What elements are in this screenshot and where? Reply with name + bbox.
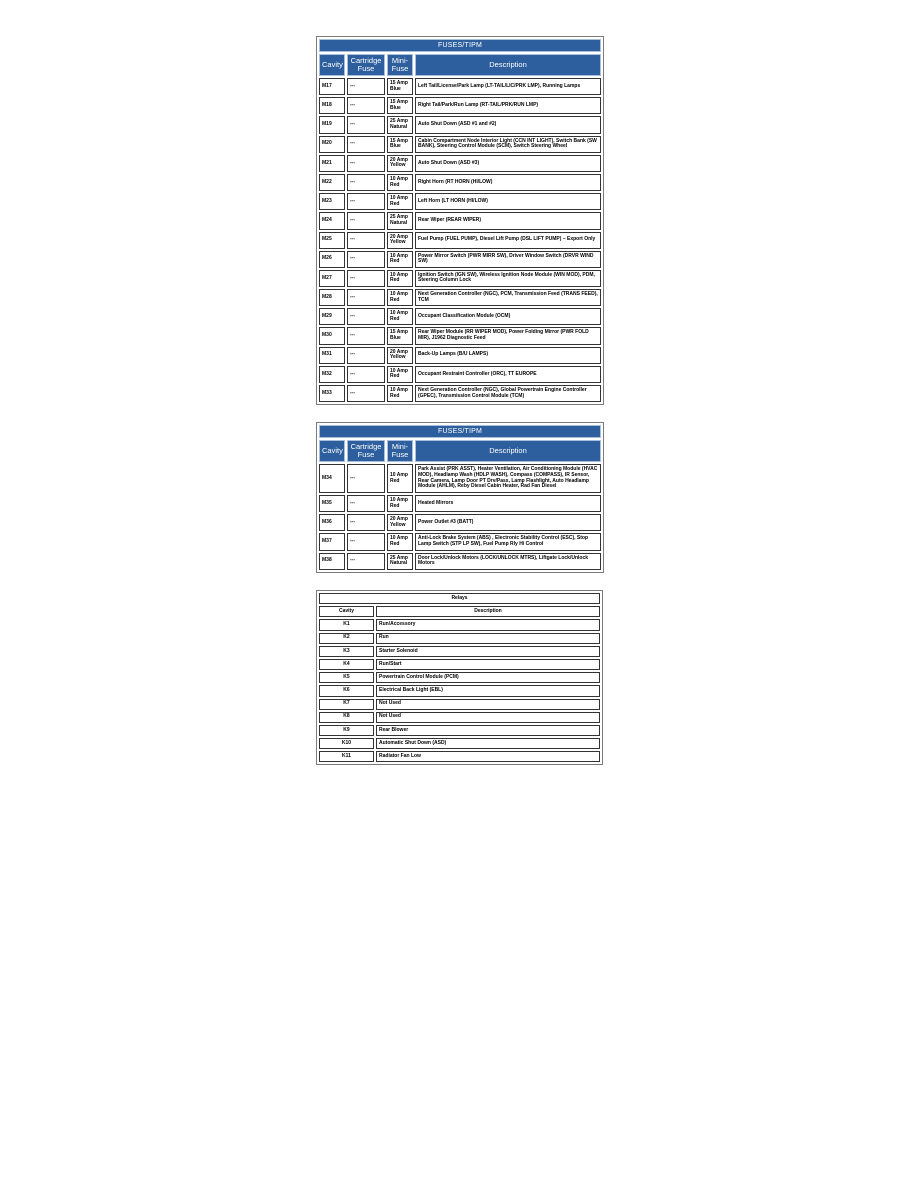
table-row: [319, 514, 601, 531]
cavity-cell: M31: [319, 347, 345, 364]
table-row: [319, 308, 601, 325]
mini-fuse-cell: 25 Amp Natural: [387, 553, 413, 570]
description-cell: Auto Shut Down (ASD #3): [415, 155, 601, 172]
description-cell: Rear Blower: [376, 725, 600, 736]
table-row: [319, 659, 600, 670]
description-cell: Anti-Lock Brake System (ABS) , Electronic Stability Control (ESC), Stop Lamp Switch (STP LP SW), Fuel Pump Rly Hi Control: [415, 533, 601, 550]
table-row: [319, 751, 600, 762]
table-row: [319, 672, 600, 683]
table-row: [319, 464, 601, 493]
col-header-description: Description: [376, 606, 600, 617]
table-row: [319, 646, 600, 657]
table-row: [319, 212, 601, 229]
col-header-cartridge-fuse: Cartridge Fuse: [347, 440, 385, 462]
cavity-cell: K2: [319, 633, 374, 644]
mini-fuse-cell: 10 Amp Red: [387, 464, 413, 493]
cavity-cell: K6: [319, 685, 374, 696]
cartridge-cell: ---: [347, 155, 385, 172]
mini-fuse-cell: 10 Amp Red: [387, 270, 413, 287]
mini-fuse-cell: 10 Amp Red: [387, 174, 413, 191]
cavity-cell: K11: [319, 751, 374, 762]
mini-fuse-cell: 20 Amp Yellow: [387, 155, 413, 172]
cavity-cell: M19: [319, 116, 345, 133]
cartridge-cell: ---: [347, 251, 385, 268]
cavity-cell: M22: [319, 174, 345, 191]
table-row: [319, 533, 601, 550]
description-cell: Powertrain Control Module (PCM): [376, 672, 600, 683]
cartridge-cell: ---: [347, 78, 385, 95]
description-cell: Not Used: [376, 712, 600, 723]
cartridge-cell: ---: [347, 385, 385, 402]
table-row: [319, 725, 600, 736]
cartridge-cell: ---: [347, 347, 385, 364]
description-cell: Radiator Fan Low: [376, 751, 600, 762]
mini-fuse-cell: 15 Amp Blue: [387, 97, 413, 114]
table-row: [319, 136, 601, 153]
description-cell: Left Tail/License/Park Lamp (LT-TAIL/LIC/PRK LMP), Running Lamps: [415, 78, 601, 95]
mini-fuse-cell: 15 Amp Blue: [387, 78, 413, 95]
col-header-cavity: Cavity: [319, 440, 345, 462]
cavity-cell: K3: [319, 646, 374, 657]
description-cell: Power Outlet #3 (BATT): [415, 514, 601, 531]
cavity-cell: M28: [319, 289, 345, 306]
table-row: [319, 495, 601, 512]
mini-fuse-cell: 10 Amp Red: [387, 385, 413, 402]
table-row: [319, 174, 601, 191]
col-header-cavity: Cavity: [319, 54, 345, 76]
cavity-cell: M34: [319, 464, 345, 493]
table-row: [319, 738, 600, 749]
description-cell: Auto Shut Down (ASD #1 and #2): [415, 116, 601, 133]
description-cell: Run: [376, 633, 600, 644]
cavity-cell: K9: [319, 725, 374, 736]
cartridge-cell: ---: [347, 553, 385, 570]
description-cell: Next Generation Controller (NGC), Global Powertrain Engine Controller (GPEC), Transmission Control Module (TCM): [415, 385, 601, 402]
cartridge-cell: ---: [347, 327, 385, 344]
description-cell: Not Used: [376, 699, 600, 710]
cavity-cell: M25: [319, 232, 345, 249]
table-title: Relays: [319, 593, 600, 604]
fuses-tipm-table-1: [316, 36, 604, 405]
description-cell: Starter Solenoid: [376, 646, 600, 657]
description-cell: Power Mirror Switch (PWR MIRR SW), Driver Window Switch (DRVR WIND SW): [415, 251, 601, 268]
mini-fuse-cell: 15 Amp Blue: [387, 136, 413, 153]
mini-fuse-cell: 10 Amp Red: [387, 289, 413, 306]
description-cell: Heated Mirrors: [415, 495, 601, 512]
cavity-cell: M38: [319, 553, 345, 570]
description-cell: Next Generation Controller (NGC), PCM, Transmission Feed (TRANS FEED), TCM: [415, 289, 601, 306]
description-cell: Back-Up Lamps (B/U LAMPS): [415, 347, 601, 364]
table-row: [319, 712, 600, 723]
cavity-cell: M18: [319, 97, 345, 114]
cartridge-cell: ---: [347, 464, 385, 493]
cartridge-cell: ---: [347, 495, 385, 512]
table-row: [319, 699, 600, 710]
description-cell: Occupant Restraint Controller (ORC), TT EUROPE: [415, 366, 601, 383]
description-cell: Park Assist (PRK ASST), Heater Ventilation, Air Conditioning Module (HVAC MOD), Headlamp Wash (HDLP WASH), Compass (COMPASS), IR Sensor, Rear Camera, Lamp Door PT Drv/Pass, Lamp Flashlight, Auto Headlamp Module (AHLM), Reby Diesel Cabin Heater, Rad Fan Diesel: [415, 464, 601, 493]
cartridge-cell: ---: [347, 270, 385, 287]
mini-fuse-cell: 10 Amp Red: [387, 533, 413, 550]
table-row: [319, 251, 601, 268]
description-cell: Electrical Back Light (EBL): [376, 685, 600, 696]
cavity-cell: K8: [319, 712, 374, 723]
cavity-cell: M26: [319, 251, 345, 268]
description-cell: Rear Wiper (REAR WIPER): [415, 212, 601, 229]
cartridge-cell: ---: [347, 232, 385, 249]
cavity-cell: M17: [319, 78, 345, 95]
cartridge-cell: ---: [347, 366, 385, 383]
table-row: [319, 633, 600, 644]
mini-fuse-cell: 10 Amp Red: [387, 308, 413, 325]
cartridge-cell: ---: [347, 116, 385, 133]
description-cell: Automatic Shut Down (ASD): [376, 738, 600, 749]
col-header-mini-fuse: Mini-Fuse: [387, 54, 413, 76]
relays-table: [316, 590, 603, 765]
cavity-cell: K10: [319, 738, 374, 749]
col-header-cavity: Cavity: [319, 606, 374, 617]
cartridge-cell: ---: [347, 193, 385, 210]
cartridge-cell: ---: [347, 136, 385, 153]
col-header-mini-fuse: Mini-Fuse: [387, 440, 413, 462]
cavity-cell: M37: [319, 533, 345, 550]
description-cell: Run/Start: [376, 659, 600, 670]
table-row: [319, 366, 601, 383]
col-header-cartridge-fuse: Cartridge Fuse: [347, 54, 385, 76]
mini-fuse-cell: 10 Amp Red: [387, 193, 413, 210]
cavity-cell: K1: [319, 619, 374, 630]
cavity-cell: M23: [319, 193, 345, 210]
mini-fuse-cell: 25 Amp Natural: [387, 212, 413, 229]
cavity-cell: M35: [319, 495, 345, 512]
description-cell: Rear Wiper Module (RR WIPER MOD), Power Folding Mirror (PWR FOLD MIR), J1962 Diagnostic Feed: [415, 327, 601, 344]
description-cell: Left Horn (LT HORN (HI/LOW): [415, 193, 601, 210]
description-cell: Right Tail/Park/Run Lamp (RT-TAIL/PRK/RUN LMP): [415, 97, 601, 114]
cartridge-cell: ---: [347, 212, 385, 229]
description-cell: Right Horn (RT HORN (HI/LOW): [415, 174, 601, 191]
cavity-cell: M36: [319, 514, 345, 531]
table-row: [319, 97, 601, 114]
cavity-cell: M27: [319, 270, 345, 287]
description-cell: Door Lock/Unlock Motors (LOCK/UNLOCK MTRS), Liftgate Lock/Unlock Motors: [415, 553, 601, 570]
cartridge-cell: ---: [347, 533, 385, 550]
col-header-description: Description: [415, 440, 601, 462]
mini-fuse-cell: 15 Amp Blue: [387, 327, 413, 344]
cavity-cell: M29: [319, 308, 345, 325]
cavity-cell: K5: [319, 672, 374, 683]
mini-fuse-cell: 20 Amp Yellow: [387, 514, 413, 531]
cavity-cell: M21: [319, 155, 345, 172]
cavity-cell: M32: [319, 366, 345, 383]
table-row: [319, 116, 601, 133]
cavity-cell: M24: [319, 212, 345, 229]
mini-fuse-cell: 20 Amp Yellow: [387, 232, 413, 249]
col-header-description: Description: [415, 54, 601, 76]
description-cell: Fuel Pump (FUEL PUMP), Diesel Lift Pump (DSL LIFT PUMP) – Export Only: [415, 232, 601, 249]
mini-fuse-cell: 25 Amp Natural: [387, 116, 413, 133]
table-row: [319, 289, 601, 306]
table-row: [319, 685, 600, 696]
table-title: FUSES/TIPM: [319, 39, 601, 52]
table-row: [319, 193, 601, 210]
table-row: [319, 78, 601, 95]
table-row: [319, 553, 601, 570]
table-row: [319, 327, 601, 344]
table-row: [319, 232, 601, 249]
cartridge-cell: ---: [347, 289, 385, 306]
mini-fuse-cell: 10 Amp Red: [387, 495, 413, 512]
description-cell: Ignition Switch (IGN SW), Wireless Ignition Node Module (WIN MOD), PDM, Steering Column Lock: [415, 270, 601, 287]
mini-fuse-cell: 20 Amp Yellow: [387, 347, 413, 364]
cavity-cell: M20: [319, 136, 345, 153]
cavity-cell: K4: [319, 659, 374, 670]
description-cell: Occupant Classification Module (OCM): [415, 308, 601, 325]
table-row: [319, 155, 601, 172]
cartridge-cell: ---: [347, 97, 385, 114]
cavity-cell: M33: [319, 385, 345, 402]
fuses-tipm-table-2: [316, 422, 604, 573]
table-row: [319, 347, 601, 364]
description-cell: Cabin Compartment Node Interior Light (CCN INT LIGHT), Switch Bank (SW BANK), Steering Control Module (SCM), Switch Steering Wheel: [415, 136, 601, 153]
table-row: [319, 270, 601, 287]
cavity-cell: K7: [319, 699, 374, 710]
mini-fuse-cell: 10 Amp Red: [387, 366, 413, 383]
table-row: [319, 619, 600, 630]
cavity-cell: M30: [319, 327, 345, 344]
cartridge-cell: ---: [347, 514, 385, 531]
table-title: FUSES/TIPM: [319, 425, 601, 438]
description-cell: Run/Accessory: [376, 619, 600, 630]
mini-fuse-cell: 10 Amp Red: [387, 251, 413, 268]
cartridge-cell: ---: [347, 174, 385, 191]
table-row: [319, 385, 601, 402]
cartridge-cell: ---: [347, 308, 385, 325]
